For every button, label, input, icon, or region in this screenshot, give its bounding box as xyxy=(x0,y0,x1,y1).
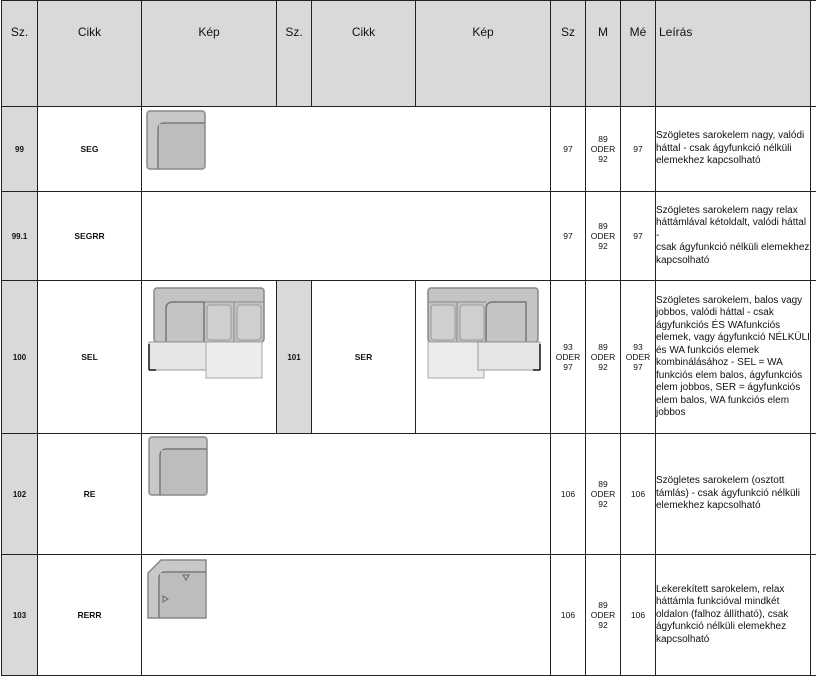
extra-column xyxy=(811,1,816,107)
dim-me: 93 ODER 97 xyxy=(621,281,656,434)
dim-me: 97 xyxy=(621,107,656,192)
dim-m: 89 ODER 92 xyxy=(586,192,621,281)
extra-cell xyxy=(811,555,816,676)
table-row xyxy=(2,434,816,555)
item-description: Szögletes sarokelem (osztott támlás) - csak ágyfunkció nélküli elemekhez kapcsolható xyxy=(656,434,811,555)
dim-me: 106 xyxy=(621,434,656,555)
table-row xyxy=(2,192,816,281)
header-cikk: Cikk xyxy=(38,1,142,107)
corner-combination-icon xyxy=(148,287,268,379)
header-cikk-2: Cikk xyxy=(312,1,416,107)
item-number: 103 xyxy=(2,555,38,676)
header-kep-2: Kép xyxy=(416,1,551,107)
table-row xyxy=(2,555,816,676)
corner-sofa-element-icon xyxy=(146,110,208,172)
dim-sz: 97 xyxy=(551,192,586,281)
dim-me: 97 xyxy=(621,192,656,281)
item-number: 99.1 xyxy=(2,192,38,281)
item-code: SEG xyxy=(38,107,142,192)
item-description: Szögletes sarokelem nagy, valódi háttal - csak ágyfunkció nélküli elemekhez kapcsolható xyxy=(656,107,811,192)
dim-me: 106 xyxy=(621,555,656,676)
item-image-cell xyxy=(142,107,551,192)
header-me: Mé xyxy=(621,1,656,107)
dim-m: 89 ODER 92 xyxy=(586,281,621,434)
dim-sz: 97 xyxy=(551,107,586,192)
corner-sofa-element-icon xyxy=(148,436,210,498)
header-sz-dim: Sz xyxy=(551,1,586,107)
header-kep: Kép xyxy=(142,1,277,107)
item-image-cell xyxy=(142,192,551,281)
item-image-cell-2 xyxy=(416,281,551,434)
item-number: 99 xyxy=(2,107,38,192)
dim-m: 89 ODER 92 xyxy=(586,107,621,192)
item-code: RE xyxy=(38,434,142,555)
dim-sz: 106 xyxy=(551,434,586,555)
item-image-cell xyxy=(142,434,551,555)
product-table xyxy=(1,0,816,676)
item-code-2: SER xyxy=(312,281,416,434)
header-sz-2: Sz. xyxy=(277,1,312,107)
corner-combination-icon xyxy=(426,287,546,379)
dim-m: 89 ODER 92 xyxy=(586,434,621,555)
item-description: Szögletes sarokelem nagy relax háttámlával kétoldalt, valódi háttal - csak ágyfunkció nélküli elemekhez kapcsolható xyxy=(656,192,811,281)
item-image-cell xyxy=(142,555,551,676)
extra-cell xyxy=(811,281,816,434)
header-sz: Sz. xyxy=(2,1,38,107)
table-row xyxy=(2,281,816,434)
item-code: SEGRR xyxy=(38,192,142,281)
corner-sofa-element-icon xyxy=(147,559,209,621)
header-row xyxy=(2,1,816,107)
table-row xyxy=(2,107,816,192)
header-m: M xyxy=(586,1,621,107)
extra-cell xyxy=(811,434,816,555)
item-number-2: 101 xyxy=(277,281,312,434)
item-code: SEL xyxy=(38,281,142,434)
item-number: 100 xyxy=(2,281,38,434)
extra-cell xyxy=(811,192,816,281)
item-image-cell xyxy=(142,281,277,434)
item-description: Szögletes sarokelem, balos vagy jobbos, valódi háttal - csak ágyfunkciós ÉS WAfunkciós elemek, vagy ágyfunkció NÉLKÜLI és WA funkciós elemek kombinálásához - SEL = WA funkciós elem balos, ágyfunkciós elem jobbos, SER = ágyfunkciós elem balos, WA funkciós elem jobbos xyxy=(656,281,811,434)
item-description: Lekerekített sarokelem, relax háttámla funkcióval mindkét oldalon (falhoz állítható), csak ágyfunkció nélküli elemekhez kapcsolható xyxy=(656,555,811,676)
item-code: RERR xyxy=(38,555,142,676)
dim-sz: 106 xyxy=(551,555,586,676)
dim-sz: 93 ODER 97 xyxy=(551,281,586,434)
header-leiras: Leírás xyxy=(656,1,811,107)
dim-m: 89 ODER 92 xyxy=(586,555,621,676)
extra-cell xyxy=(811,107,816,192)
item-number: 102 xyxy=(2,434,38,555)
